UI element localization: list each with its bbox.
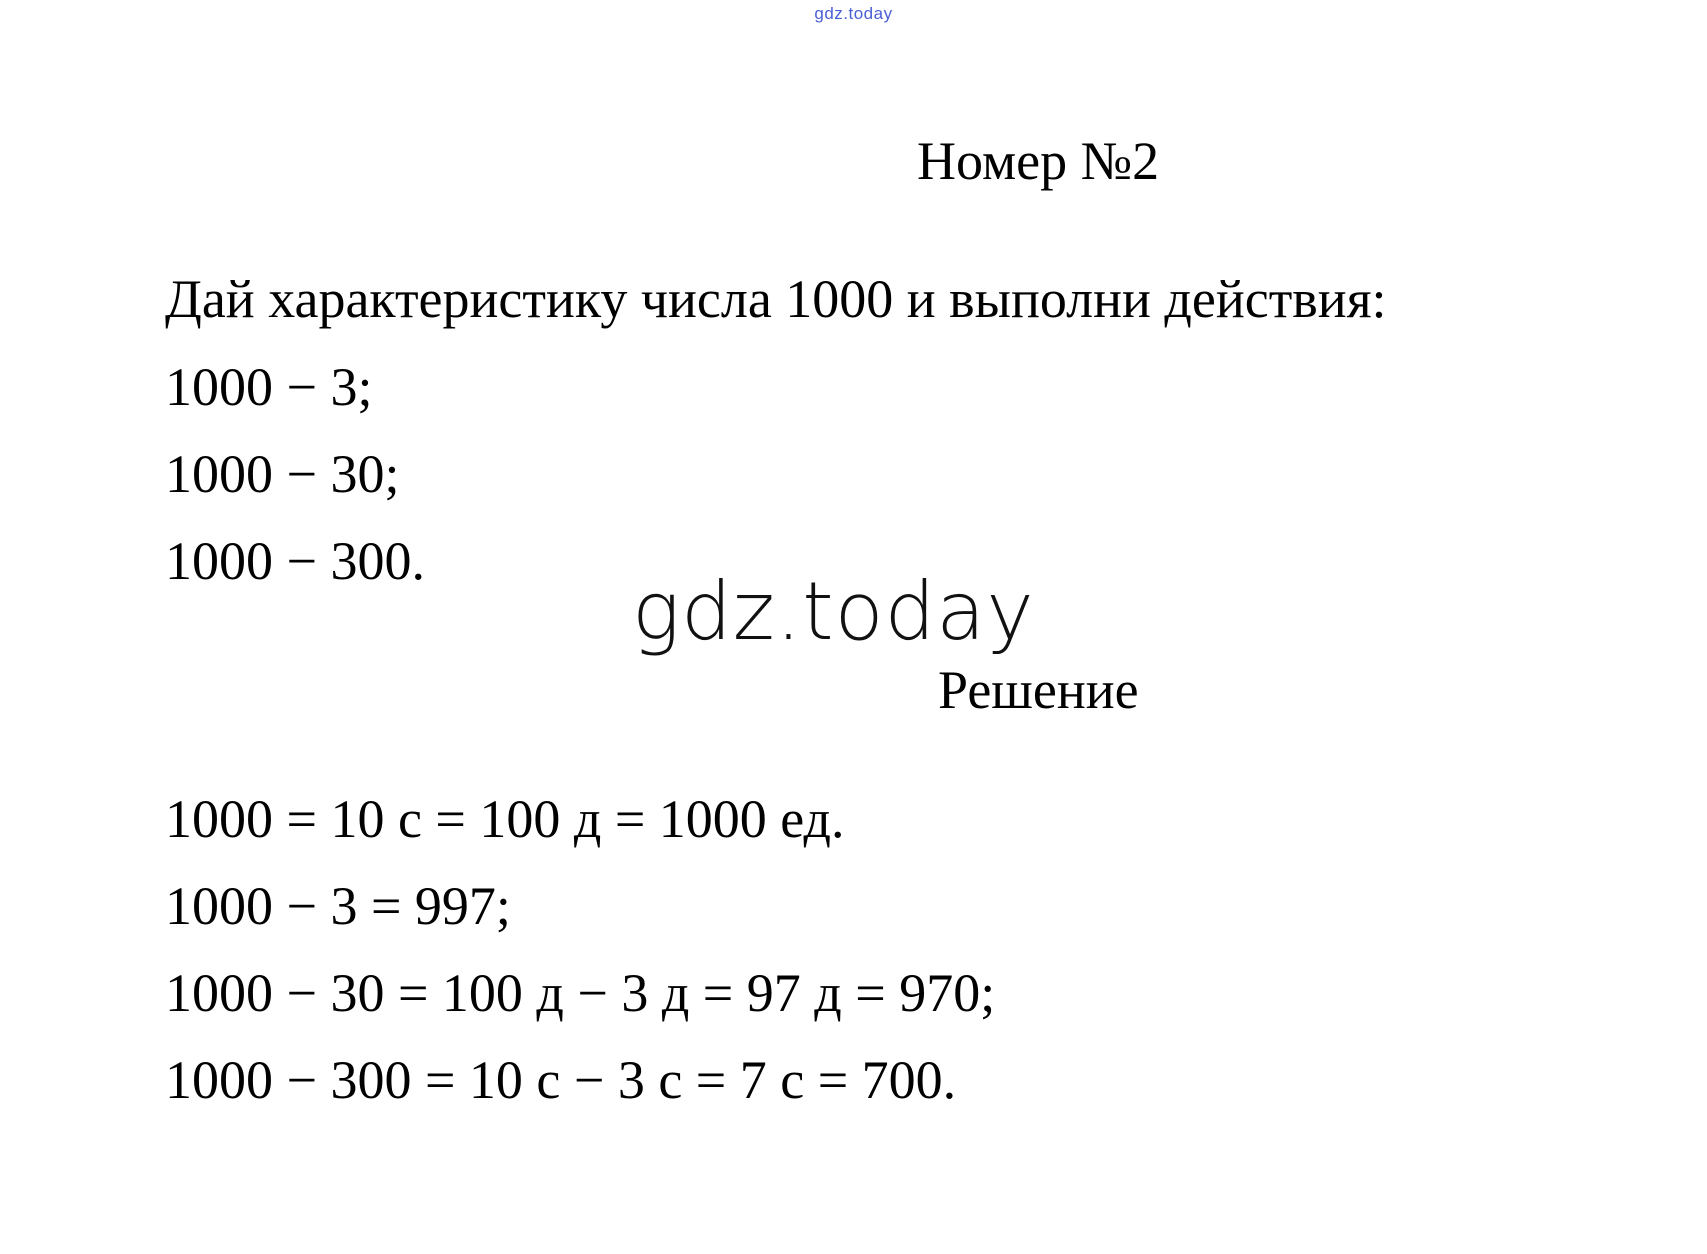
task-expression: 1000 − 3; [165,357,373,417]
task-prompt: Дай характеристику числа 1000 и выполни действия: [165,269,1387,329]
solution-line: 1000 = 10 с = 100 д = 1000 ед. [165,789,845,849]
page-title: Номер №2 [917,131,1160,191]
task-expression: 1000 − 300. [165,531,425,591]
top-watermark: gdz.today [814,4,893,23]
task-expression: 1000 − 30; [165,444,400,504]
solution-line: 1000 − 3 = 997; [165,876,511,936]
center-watermark: gdz.today [632,565,1035,658]
solution-heading: Решение [938,660,1139,720]
solution-line: 1000 − 300 = 10 с − 3 с = 7 с = 700. [165,1050,957,1110]
solution-line: 1000 − 30 = 100 д − 3 д = 97 д = 970; [165,963,996,1023]
